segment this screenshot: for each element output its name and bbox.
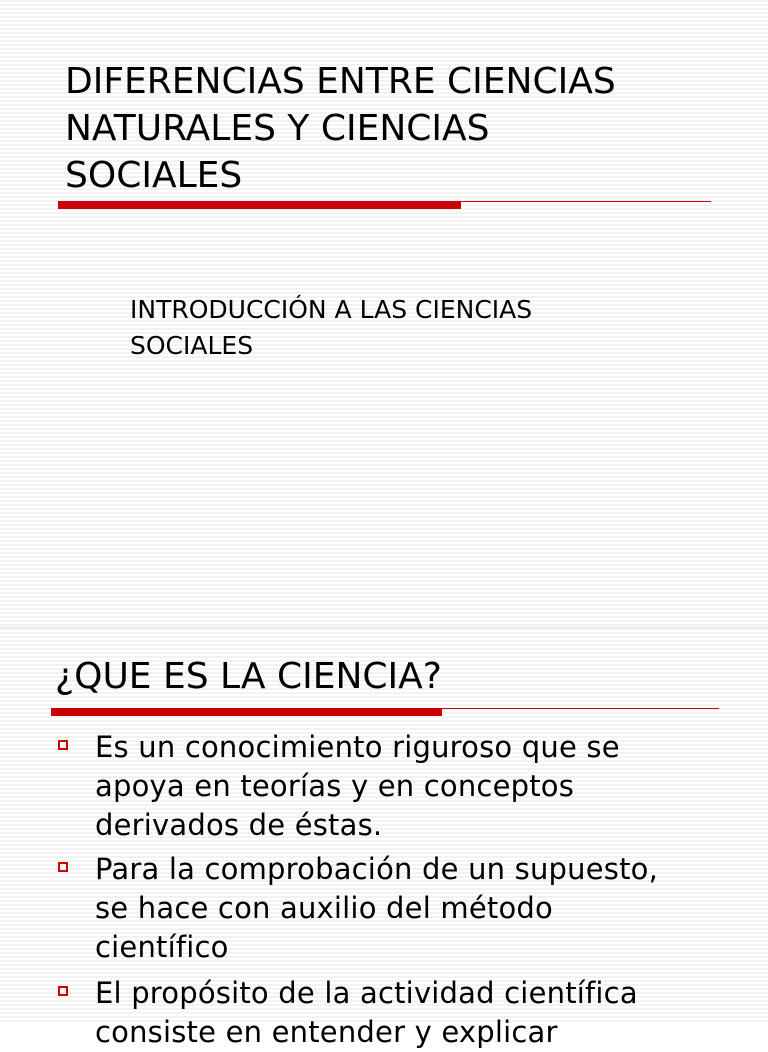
- title-underline-thin: [461, 201, 711, 202]
- hollow-square-icon: [58, 986, 68, 996]
- title-underline-thick: [58, 201, 461, 209]
- slide-1-subtitle: [130, 292, 690, 364]
- slide-1-subtitle-line-2: SOCIALES: [130, 331, 254, 360]
- slide-definition: [0, 628, 768, 1049]
- bullet-text: [95, 850, 735, 967]
- slide-2-title: ¿QUE ES LA CIENCIA?: [55, 656, 442, 697]
- slide-1-title: [65, 58, 725, 199]
- bullet-3-line-2: consiste en entender y explicar: [95, 1015, 558, 1049]
- bullet-2-line-2: se hace con auxilio del método: [95, 891, 553, 925]
- slide-1-title-line-3: SOCIALES: [65, 155, 243, 196]
- title-underline-thick: [51, 708, 442, 716]
- hollow-square-icon: [58, 740, 68, 750]
- slide-1-title-line-2: NATURALES Y CIENCIAS: [65, 108, 490, 149]
- bullet-1-line-2: apoya en teorías y en conceptos: [95, 769, 575, 803]
- bullet-text: [95, 728, 735, 845]
- title-underline-thin: [442, 708, 719, 709]
- bullet-2-line-1: Para la comprobación de un supuesto,: [95, 852, 659, 886]
- slide-1-subtitle-line-1: INTRODUCCIÓN A LAS CIENCIAS: [130, 295, 533, 324]
- bullet-3-line-1: El propósito de la actividad científica: [95, 976, 638, 1010]
- slide-1-title-line-1: DIFERENCIAS ENTRE CIENCIAS: [65, 61, 616, 102]
- bullet-1-line-1: Es un conocimiento riguroso que se: [95, 730, 620, 764]
- bullet-text: [95, 974, 735, 1052]
- bullet-1-line-3: derivados de éstas.: [95, 808, 383, 842]
- bullet-2-line-3: científico: [95, 930, 229, 964]
- hollow-square-icon: [58, 862, 68, 872]
